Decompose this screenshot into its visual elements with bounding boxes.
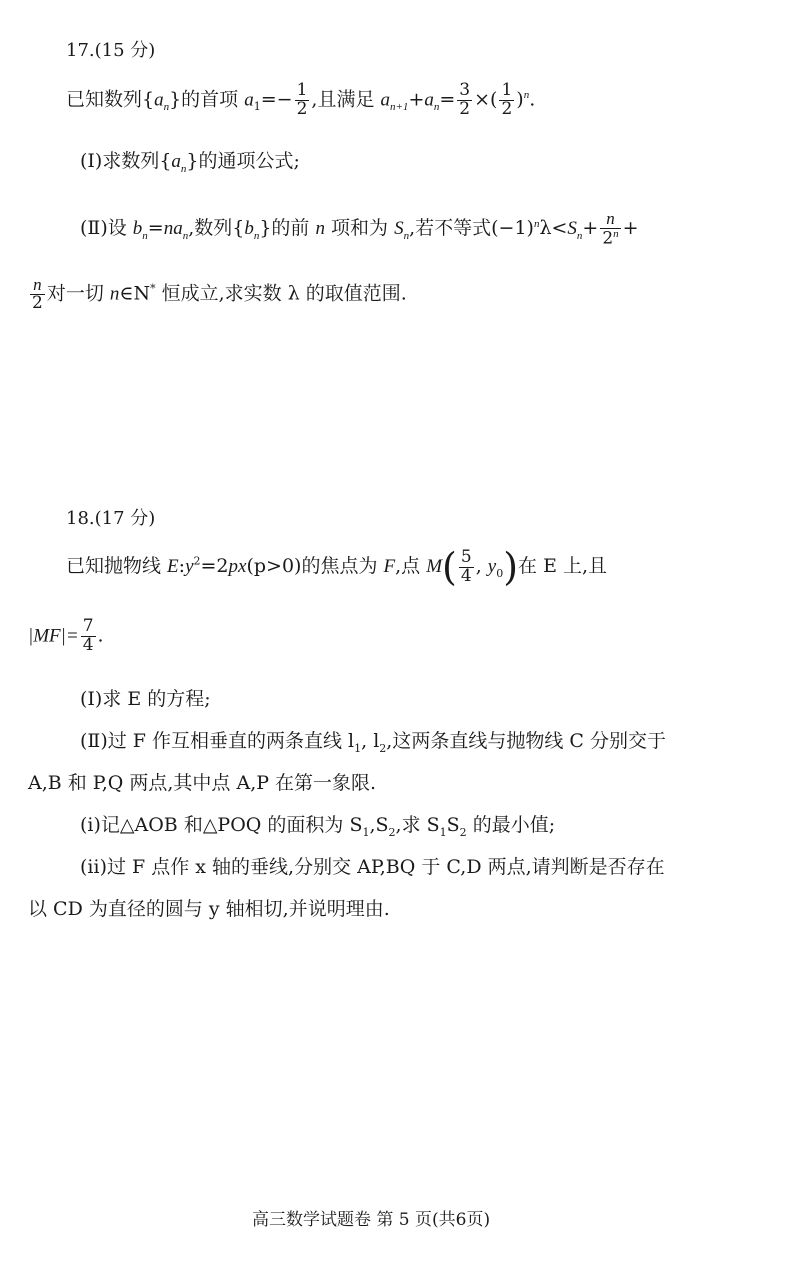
q18-part2-line2: A,B 和 P,Q 两点,其中点 A,P 在第一象限. [28, 772, 377, 794]
fraction-n-over-2n: $\frac{n}{2^n}$ [602, 209, 619, 249]
q18-part2-line1: (Ⅱ)过 F 作互相垂直的两条直线 $l_1$, $l_2$,这两条直线与抛物线 C 分别交于 [80, 730, 666, 755]
q18-mf-condition: |MF|= $\frac{7}{4}$ . [28, 616, 104, 655]
q17-part1: (Ⅰ)求数列$\{a_n\}$的通项公式; [80, 150, 300, 175]
fraction-seven-quarters: $\frac{7}{4}$ [82, 616, 94, 655]
q18-part1: (Ⅰ)求 E 的方程; [80, 688, 211, 710]
q18-sub-i: (ⅰ)记△AOB 和△POQ 的面积为 $S_1,S_2$,求 $S_1S_2$ 的最小值; [80, 814, 556, 839]
q18-statement: 已知抛物线 $E:y^2=2px(p>0)$的焦点为 F,点 M( $\frac{5}{4}$ , $y_0$)在 E 上,且 [66, 545, 608, 589]
fraction-one-half: $\frac{1}{2}$ [296, 80, 308, 119]
q17-part2: (Ⅱ)设 $b_n=na_n$,数列$\{b_n\}$的前 n 项和为 $S_n$,若不等式$(-1)^n\lambda<S_n+$ $\frac{n}{2^n}$ + [80, 209, 639, 249]
fraction-n-over-2: $\frac{n}{2}$ [32, 275, 43, 313]
fraction-five-quarters: $\frac{5}{4}$ [460, 546, 472, 586]
q18-sub-ii-line2: 以 CD 为直径的圆与 y 轴相切,并说明理由. [28, 898, 390, 920]
fraction-one-half-base: $\frac{1}{2}$ [501, 80, 513, 119]
q17-heading: 17.(15 分) [66, 40, 156, 61]
q18-sub-ii-line1: (ⅱ)过 F 点作 x 轴的垂线,分别交 AP,BQ 于 C,D 两点,请判断是否存在 [80, 856, 665, 878]
fraction-three-halves: $\frac{3}{2}$ [459, 80, 471, 119]
page-footer: 高三数学试题卷 第 5 页(共6页) [252, 1210, 491, 1230]
q18-heading: 18.(17 分) [66, 508, 156, 529]
q17-statement: 已知数列$\{a_n\}$的首项 $a_1=-$ $\frac{1}{2}$ ,且满足 $a_{n+1}+a_n=$ $\frac{3}{2}$ ×( $\frac{1}{2}$ )$^n$. [66, 80, 536, 119]
q17-part2-cont: $\frac{n}{2}$ 对一切 n∈N* 恒成立,求实数 λ 的取值范围. [32, 275, 407, 313]
